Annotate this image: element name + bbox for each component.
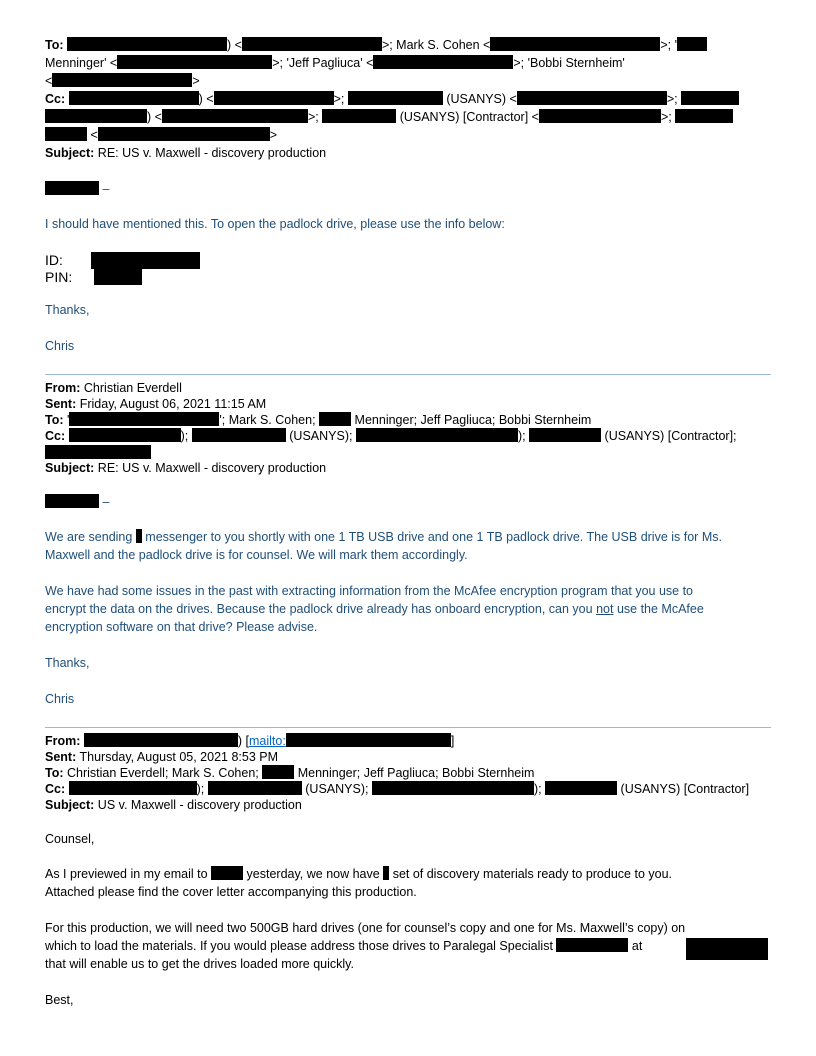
mailto-link[interactable]: mailto: [249,734,286,748]
text: use the McAfee [616,602,704,616]
redaction [681,91,739,105]
redaction [539,109,661,123]
redaction [373,55,513,69]
subject-text: RE: US v. Maxwell - discovery production [97,461,327,475]
redaction [94,269,142,285]
m2-para-1-line-1 [45,529,722,545]
redaction [214,91,334,105]
redaction [490,37,660,51]
redaction [98,127,270,141]
redaction [529,428,601,442]
to-label: To: [45,766,64,780]
subject-label: Subject: [45,146,95,160]
sent-label: Sent: [45,397,77,411]
m3-para-1-line-1 [45,866,672,882]
m1-body: I should have mentioned this. To open the padlock drive, please use the info below: [45,217,505,231]
redaction [322,109,396,123]
redaction [69,428,181,442]
m1-salutation [45,181,109,197]
redaction [45,127,87,141]
text: < [45,74,53,88]
m3-sent [45,749,278,765]
text: ) < [227,38,242,52]
m2-para-2-line-1: We have had some issues in the past with extracting information from the McAfee encryption program that you use to [45,584,694,598]
subject-label: Subject: [45,798,95,812]
subject-label: Subject: [45,461,95,475]
to-label: To: [45,38,64,52]
cc-label: Cc: [45,429,66,443]
text: which to load the materials. If you would please address those drives to Paralegal Specialist [45,939,553,953]
text: ' [67,413,70,427]
redaction [117,55,272,69]
redaction [356,428,518,442]
text: ); [196,782,205,796]
text: '; Mark S. Cohen; [219,413,316,427]
m1-to-line-2 [45,55,625,71]
text: >; 'Bobbi Sternheim' [513,56,625,70]
text: >; [307,110,319,124]
subject-text: US v. Maxwell - discovery production [97,798,302,812]
redaction [67,37,227,51]
from-text: Christian Everdell [83,381,182,395]
text: Menninger; Jeff Pagliuca; Bobbi Sternheim [297,766,535,780]
redaction [162,109,308,123]
redaction [52,73,192,87]
message-separator [45,374,771,375]
text: (USANYS); [305,782,369,796]
redaction [383,866,389,880]
redaction [69,412,219,426]
m1-to-line-1 [45,37,707,53]
redaction [211,866,243,880]
sent-label: Sent: [45,750,77,764]
text: yesterday, we now have [246,867,380,881]
redaction [69,91,199,105]
redaction [677,37,707,51]
redaction [545,781,617,795]
m1-subject [45,145,326,161]
m2-para-2-line-3: encryption software on that drive? Please advise. [45,620,318,634]
m3-subject [45,797,302,813]
redaction [69,781,197,795]
m2-cc-line-1 [45,428,737,444]
redaction [286,733,451,747]
text: ) [ [237,734,250,748]
text: – [102,495,110,509]
m1-cc-line-3 [45,127,277,143]
text: < [90,128,98,142]
pin-label: PIN: [45,269,73,285]
m1-to-line-3 [45,73,200,89]
id-label: ID: [45,252,63,268]
m2-sent [45,396,266,412]
m2-para-2-line-2 [45,601,704,617]
text: (USANYS) [Contractor] [620,782,750,796]
redaction [319,412,351,426]
text: >; Mark S. Cohen < [381,38,491,52]
m2-to [45,412,591,428]
text: We are sending [45,530,133,544]
redaction [45,109,147,123]
m1-cc-line-2 [45,109,733,125]
text: Christian Everdell; Mark S. Cohen; [67,766,259,780]
redaction [242,37,382,51]
redaction [556,938,628,952]
sent-text: Thursday, August 05, 2021 8:53 PM [79,750,279,764]
m3-para-1-line-2: Attached please find the cover letter accompanying this production. [45,885,417,899]
text: Menninger' < [45,56,118,70]
redaction [84,733,238,747]
text: – [102,182,110,196]
text: ) < [198,92,214,106]
m3-para-2-line-3: that will enable us to get the drives loaded more quickly. [45,957,354,971]
redaction [372,781,534,795]
text: messenger to you shortly with one 1 TB USB drive and one 1 TB padlock drive. The USB drive is for Ms. [145,530,722,544]
m2-from [45,380,182,396]
sent-text: Friday, August 06, 2021 11:15 AM [79,397,267,411]
redaction [517,91,667,105]
text: at [631,939,643,953]
redaction [45,181,99,195]
m1-pin-row [45,269,72,286]
text: (USANYS) < [446,92,517,106]
redaction [45,494,99,508]
underlined-text: not [596,602,614,616]
m2-signature: Chris [45,692,75,706]
m2-thanks: Thanks, [45,656,90,670]
m3-closing: Best, [45,993,74,1007]
text: > [269,128,278,142]
redaction [348,91,443,105]
m3-to [45,765,534,781]
redaction [192,428,286,442]
redaction [686,938,768,960]
redaction [136,529,142,543]
text: >; ' [660,38,677,52]
text: >; [666,92,678,106]
m2-para-1-line-2: Maxwell and the padlock drive is for counsel. We will mark them accordingly. [45,548,468,562]
text: Menninger; Jeff Pagliuca; Bobbi Sternheim [354,413,592,427]
m3-para-2-line-1: For this production, we will need two 500GB hard drives (one for counsel’s copy and one for Ms. Maxwell’s copy) on [45,921,686,935]
subject-text: RE: US v. Maxwell - discovery production [97,146,327,160]
text: >; [660,110,672,124]
text: (USANYS); [289,429,353,443]
m3-para-2-line-2 [45,938,642,954]
redaction [262,765,294,779]
m2-salutation [45,494,109,510]
redaction [675,109,733,123]
text: set of discovery materials ready to produce to you. [392,867,672,881]
from-label: From: [45,381,81,395]
redaction [208,781,302,795]
text: ); [533,782,542,796]
text: As I previewed in my email to [45,867,208,881]
m1-thanks: Thanks, [45,303,90,317]
text: >; [333,92,345,106]
text: >; 'Jeff Pagliuca' < [272,56,374,70]
text: ) < [147,110,162,124]
text: > [192,74,200,88]
from-label: From: [45,734,81,748]
text: encrypt the data on the drives. Because the padlock drive already has onboard encryption, can you [45,602,593,616]
m3-greeting: Counsel, [45,832,95,846]
m1-cc-line-1 [45,91,739,107]
to-label: To: [45,413,64,427]
cc-label: Cc: [45,92,66,106]
text: (USANYS) [Contractor]; [604,429,737,443]
m1-id-row [45,252,63,269]
redaction [45,445,151,459]
redaction [91,252,200,269]
m1-signature: Chris [45,339,75,353]
m3-from [45,733,454,749]
cc-label: Cc: [45,782,66,796]
message-separator [45,727,771,728]
m2-subject [45,460,326,476]
text: ] [450,734,455,748]
text: ); [180,429,189,443]
text: (USANYS) [Contractor] < [399,110,539,124]
m3-cc [45,781,749,797]
text: ); [517,429,526,443]
